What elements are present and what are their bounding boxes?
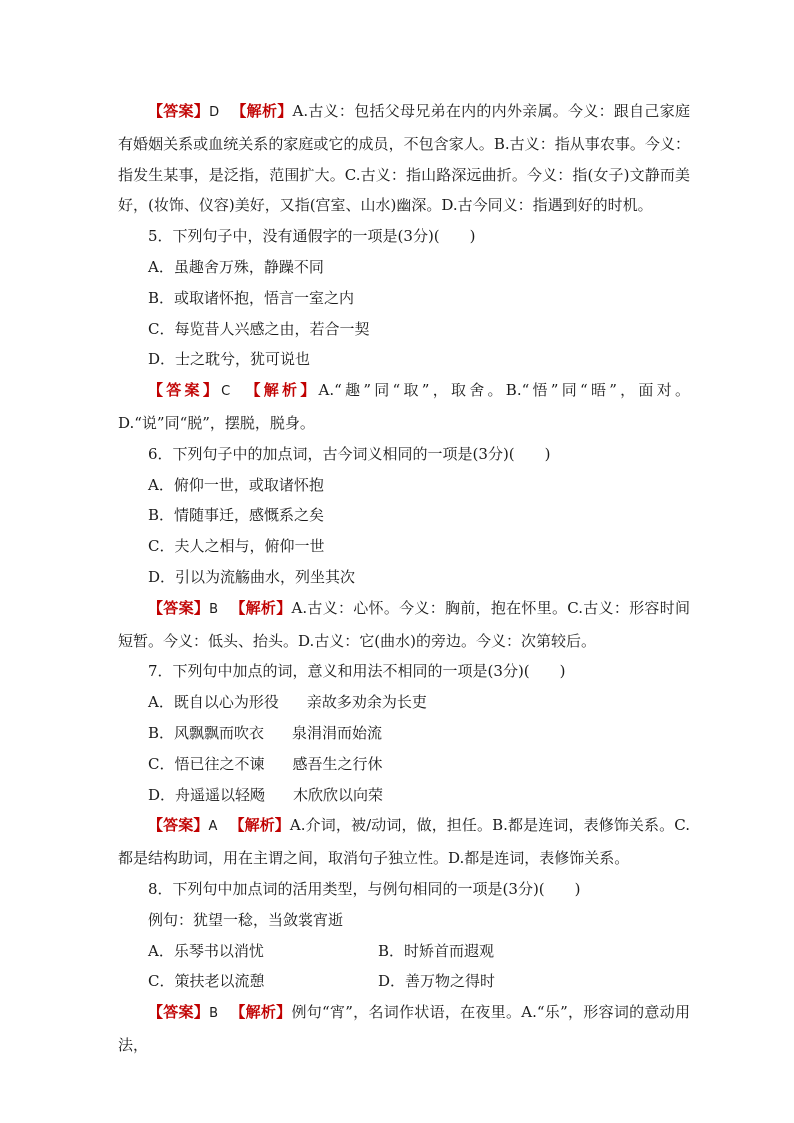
answer-letter: A	[208, 819, 218, 835]
option-c: C．每览昔人兴感之由，若合一契	[148, 319, 370, 338]
answer-tag: 【答案】	[148, 1003, 210, 1022]
question-stem: 8．下列句中加点词的活用类型，与例句相同的一项是(3分)( )	[148, 879, 581, 898]
option-b: B．情随事迁，感慨系之矣	[148, 506, 325, 525]
option-b	[118, 718, 690, 749]
analysis-tag: 【解析】	[229, 816, 290, 835]
q4-answer-block	[118, 96, 690, 221]
analysis-text: A.“趣”同“取”，取舍。B.“悟”同“晤”，面对。D.“说”同“脱”，摆脱，脱身。	[118, 381, 690, 432]
analysis-tag: 【解析】	[231, 102, 293, 120]
options-row-1	[118, 936, 690, 967]
document-content	[118, 96, 690, 1061]
option-a: A．虽趣舍万殊，静躁不同	[148, 257, 324, 276]
q8-answer-block	[118, 997, 690, 1061]
option-a: A．乐琴书以消忧	[148, 941, 264, 960]
question-stem: 7．下列句中加点的词，意义和用法不相同的一项是(3分)( )	[148, 662, 566, 681]
option-b: B．时矫首而遐观	[378, 941, 495, 960]
question-stem: 5．下列句子中，没有通假字的一项是(3分)( )	[148, 227, 476, 246]
option-a: A．俯仰一世，或取诸怀抱	[148, 475, 324, 494]
option-d: D．士之耽兮，犹可说也	[148, 350, 311, 369]
answer-tag: 【答案】	[148, 102, 210, 120]
analysis-tag: 【解析】	[242, 381, 319, 400]
option-c-left: C．悟已往之不谏	[148, 754, 265, 773]
option-d: D．善万物之得时	[378, 972, 496, 991]
analysis-text: 例句“宵”，名词作状语，在夜里。A.“乐”，形容词的意动用法，	[118, 1003, 690, 1054]
answer-tag: 【答案】	[148, 381, 222, 400]
answer-letter: D	[209, 105, 220, 120]
option-b-right: 泉涓涓而始流	[292, 723, 383, 742]
option-c: C．策扶老以流憩	[148, 972, 265, 991]
option-a	[118, 687, 690, 718]
answer-letter: C	[221, 384, 231, 400]
answer-tag: 【答案】	[148, 816, 209, 835]
option-d: D．引以为流觞曲水，列坐其次	[148, 567, 356, 586]
option-d	[118, 780, 690, 811]
options-row-2	[118, 966, 690, 997]
option-b-left: B．风飘飘而吹衣	[148, 723, 265, 742]
answer-letter: B	[209, 1006, 219, 1022]
option-d-right: 木欣欣以向荣	[293, 785, 384, 804]
analysis-text: A.介词，被/动词，做，担任。B.都是连词，表修饰关系。C.都是结构助词，用在主谓之间，取消句子独立性。D.都是连词，表修饰关系。	[118, 816, 690, 868]
answer-letter: B	[209, 601, 219, 617]
q7-answer-block	[118, 810, 690, 874]
option-a-right: 亲故多劝余为长吏	[306, 693, 427, 712]
analysis-text: A.古义：包括父母兄弟在内的内外亲属。今义：跟自己家庭有婚姻关系或血统关系的家庭或它的成员，不包含家人。B.古义：指从事农事。今义：指发生某事，是泛指，范围扩大。C.古义：指山路深远曲折。今义：指(女子)文静而美好，(妆饰、仪容)美好，又指(宫室、山水)幽深。D.古今同义：指遇到好的时机。	[118, 102, 690, 215]
analysis-text: A.古义：心怀。今义：胸前，抱在怀里。C.古义：形容时间短暂。今义：低头、抬头。D.古义：它(曲水)的旁边。今义：次第较后。	[118, 598, 690, 650]
option-d-left: D．舟遥遥以轻飏	[148, 785, 266, 804]
option-c	[118, 749, 690, 780]
q6-answer-block	[118, 593, 690, 657]
option-b: B．或取诸怀抱，悟言一室之内	[148, 288, 355, 307]
option-c: C．夫人之相与，俯仰一世	[148, 537, 325, 556]
example-sentence: 例句：犹望一稔，当敛裳宵逝	[148, 910, 344, 929]
question-stem: 6．下列句子中的加点词，古今词义相同的一项是(3分)( )	[148, 444, 551, 463]
analysis-tag: 【解析】	[230, 1003, 292, 1022]
q5-answer-block	[118, 375, 690, 439]
option-a-left: A．既自以心为形役	[148, 693, 279, 712]
option-c-right: 感吾生之行休	[292, 754, 383, 773]
analysis-tag: 【解析】	[230, 598, 292, 617]
answer-tag: 【答案】	[148, 598, 210, 617]
